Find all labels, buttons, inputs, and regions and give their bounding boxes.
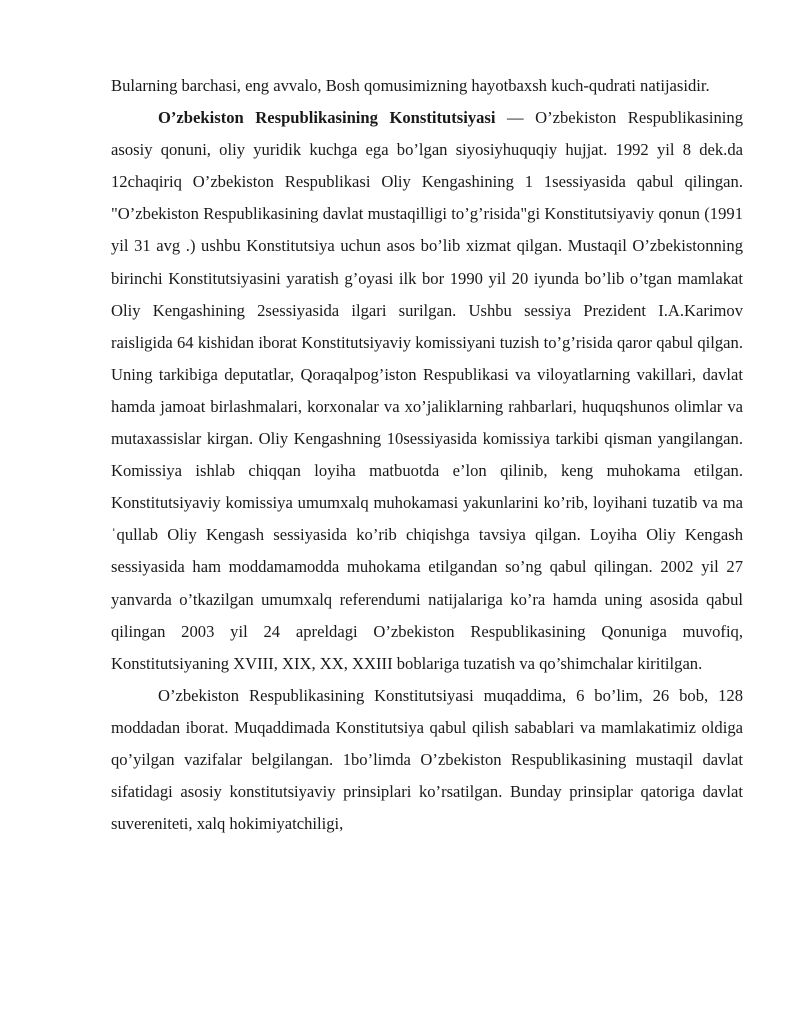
- paragraph-intro: Bularning barchasi, eng avvalo, Bosh qomusimizning hayotbaxsh kuch-qudrati natijasidir.: [111, 76, 710, 95]
- constitution-term: O’zbekiston Respublikasining Konstitutsiyasi: [158, 108, 496, 128]
- constitution-history-text: — O’zbekiston Respublikasining asosiy qonuni, oliy yuridik kuchga ega bo’lgan siyosiyhuquqiy hujjat. 1992 yil 8 dek.da 12chaqiriq O’zbekiston Respublikasi Oliy Kengashining 1 1sessiyasida qabul qilingan. "O’zbekiston Respublikasining davlat mustaqilligi to’g’risida"gi Konstitutsiyaviy qonun (1991 yil 31 avg .) ushbu Konstitutsiya uchun asos bo’lib xizmat qilgan. Mustaqil O’zbekistonning birinchi Konstitutsiyasini yaratish g’oyasi ilk bor 1990 yil 20 iyunda bo’lib o’tgan mamlakat Oliy Kengashining 2sessiyasida ilgari surilgan. Ushbu sessiya Prezident I.A.Karimov raisligida 64 kishidan iborat Konstitutsiyaviy komissiyani tuzish to’g’risida qaror qabul qilgan. Uning tarkibiga deputatlar, Qoraqalpog’iston Respublikasi va viloyatlarning vakillari, davlat hamda jamoat birlashmalari, korxonalar va xo’jaliklarning rahbarlari, huquqshunos olimlar va mutaxassislar kirgan. Oliy Kengashning 10sessiyasida komissiya tarkibi qisman yangilangan. Komissiya ishlab chiqqan loyiha matbuotda e’lon qilinib, keng muhokama etilgan. Konstitutsiyaviy komissiya umumxalq muhokamasi yakunlarini ko’rib, loyihani tuzatib va maˈqullab Oliy Kengash sessiyasida ko’rib chiqishga tavsiya qilgan. Loyiha Oliy Kengash sessiyasida ham moddamamodda muhokama etilgandan so’ng qabul qilingan. 2002 yil 27 yanvarda o’tkazilgan umumxalq referendumi natijalariga ko’ra hamda uning asosida qabul qilingan 2003 yil 24 apreldagi O’zbekiston Respublikasining Qonuniga muvofiq, Konstitutsiyaning XVIII, XIX, XX, XXIII boblariga tuzatish va qo’shimchalar kiritilgan.: [111, 108, 743, 673]
- paragraph-constitution-structure: O’zbekiston Respublikasining Konstitutsiyasi muqaddima, 6 bo’lim, 26 bob, 128 moddadan iborat. Muqaddimada Konstitutsiya qabul qilish sabablari va mamlakatimiz oldiga qo’yilgan vazifalar belgilangan. 1bo’limda O’zbekiston Respublikasining mustaqil davlat sifatidagi asosiy konstitutsiyaviy prinsiplari ko’rsatilgan. Bunday prinsiplar qatoriga davlat suvereniteti, xalq hokimiyatchiligi,: [111, 685, 743, 834]
- paragraph-constitution-history: [111, 102, 743, 680]
- document-body: [111, 70, 743, 840]
